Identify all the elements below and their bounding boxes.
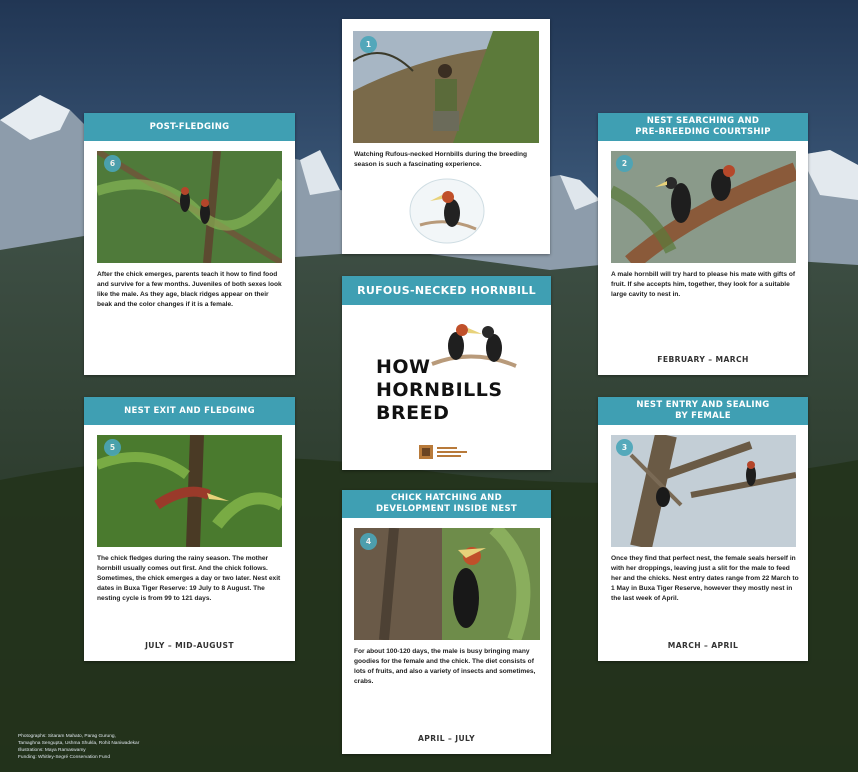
card-heading bbox=[598, 397, 808, 425]
step-number: 5 bbox=[104, 439, 121, 456]
hornbill-illustration bbox=[408, 177, 486, 245]
card-heading-line: DEVELOPMENT INSIDE NEST bbox=[375, 504, 518, 514]
card-nest-searching bbox=[598, 113, 808, 375]
card-text: After the chick emerges, parents teach it how to find food and survive for a few months. Juveniles of both sexes look like the male. As they age, black ridges appear on their beak and the color changes if it is a female. bbox=[97, 271, 282, 308]
card-text: For about 100-120 days, the male is busy bringing many goodies for the female and the chick. The diet consists of lots of fruits, and also a variety of insects and sometimes, crabs. bbox=[354, 648, 536, 685]
card-text: A male hornbill will try hard to please his mate with gifts of fruit. If she accepts him, together, they look for a suitable large cavity to nest in. bbox=[611, 271, 796, 298]
card-heading-line: BY FEMALE bbox=[675, 411, 731, 421]
card-title bbox=[342, 276, 551, 470]
card-watching bbox=[342, 19, 550, 254]
main-title-line: BREED bbox=[376, 401, 450, 424]
card-text: The chick fledges during the rainy season. The mother hornbill usually comes out first. And the chick follows. Sometimes, the chick emerges a day or two later. Nest exit dates in Buxa Tiger Reserve: 19 July to 8 August. The nesting cycle is from 99 to 121 days. bbox=[97, 555, 281, 602]
step-number: 3 bbox=[616, 439, 633, 456]
card-heading-line: POST-FLEDGING bbox=[149, 121, 230, 132]
card-months: JULY – MID-AUGUST bbox=[145, 641, 234, 650]
credit-line: Tamaghna Sengupta, Ushma Shukla, Rohit Naniwadekar bbox=[18, 740, 140, 746]
card-months: APRIL – JULY bbox=[418, 734, 475, 743]
card-heading-line: NEST ENTRY AND SEALING bbox=[636, 400, 770, 411]
credit-line: Photographs: Sitaram Mahato, Parag Gurung, bbox=[18, 734, 116, 739]
photo-fledging bbox=[97, 435, 282, 547]
card-heading bbox=[598, 113, 808, 141]
card-heading-line: NEST EXIT AND FLEDGING bbox=[124, 405, 255, 416]
logo-icon bbox=[419, 444, 475, 460]
photo-fledglings bbox=[97, 151, 282, 263]
step-number: 6 bbox=[104, 155, 121, 172]
card-text: Watching Rufous-necked Hornbills during the breeding season is such a fascinating experience. bbox=[354, 151, 528, 168]
photo-courtship bbox=[611, 151, 796, 263]
credits bbox=[18, 734, 139, 762]
photo-observer bbox=[353, 31, 539, 143]
main-title-line: HOW bbox=[376, 356, 431, 378]
center-heading-text: RUFOUS-NECKED HORNBILL bbox=[357, 283, 536, 297]
card-post-fledging bbox=[84, 113, 295, 375]
photo-feeding-at-nest bbox=[354, 528, 540, 640]
card-heading bbox=[84, 113, 295, 141]
center-heading bbox=[342, 276, 551, 305]
card-months: FEBRUARY – MARCH bbox=[657, 355, 749, 364]
step-number: 4 bbox=[360, 533, 377, 550]
card-heading bbox=[84, 397, 295, 425]
card-text: Once they find that perfect nest, the female seals herself in with her droppings, leaving just a slit for the male to feed her and the chicks. Nest entry dates range from 22 March to 1 May in Buxa Tiger Reserve, however they mostly nest in the last week of April. bbox=[611, 555, 799, 602]
step-number: 2 bbox=[616, 155, 633, 172]
card-nest-entry bbox=[598, 397, 808, 661]
step-number: 1 bbox=[360, 36, 377, 53]
main-title bbox=[376, 356, 503, 424]
card-heading-line: NEST SEARCHING AND bbox=[646, 116, 760, 127]
main-title-line: HORNBILLS bbox=[376, 378, 503, 401]
card-heading bbox=[342, 490, 551, 518]
credit-line: Illustrations: Maya Ramaswamy bbox=[18, 747, 86, 753]
card-nest-exit bbox=[84, 397, 295, 661]
credit-line: Funding: Whitley-Segré Conservation Fund bbox=[18, 754, 110, 760]
card-heading-line: CHICK HATCHING AND bbox=[391, 493, 502, 504]
card-heading-line: PRE-BREEDING COURTSHIP bbox=[635, 127, 771, 137]
card-months: MARCH – APRIL bbox=[667, 641, 739, 650]
photo-nest-tree bbox=[611, 435, 796, 547]
card-chick-hatching bbox=[342, 490, 551, 754]
